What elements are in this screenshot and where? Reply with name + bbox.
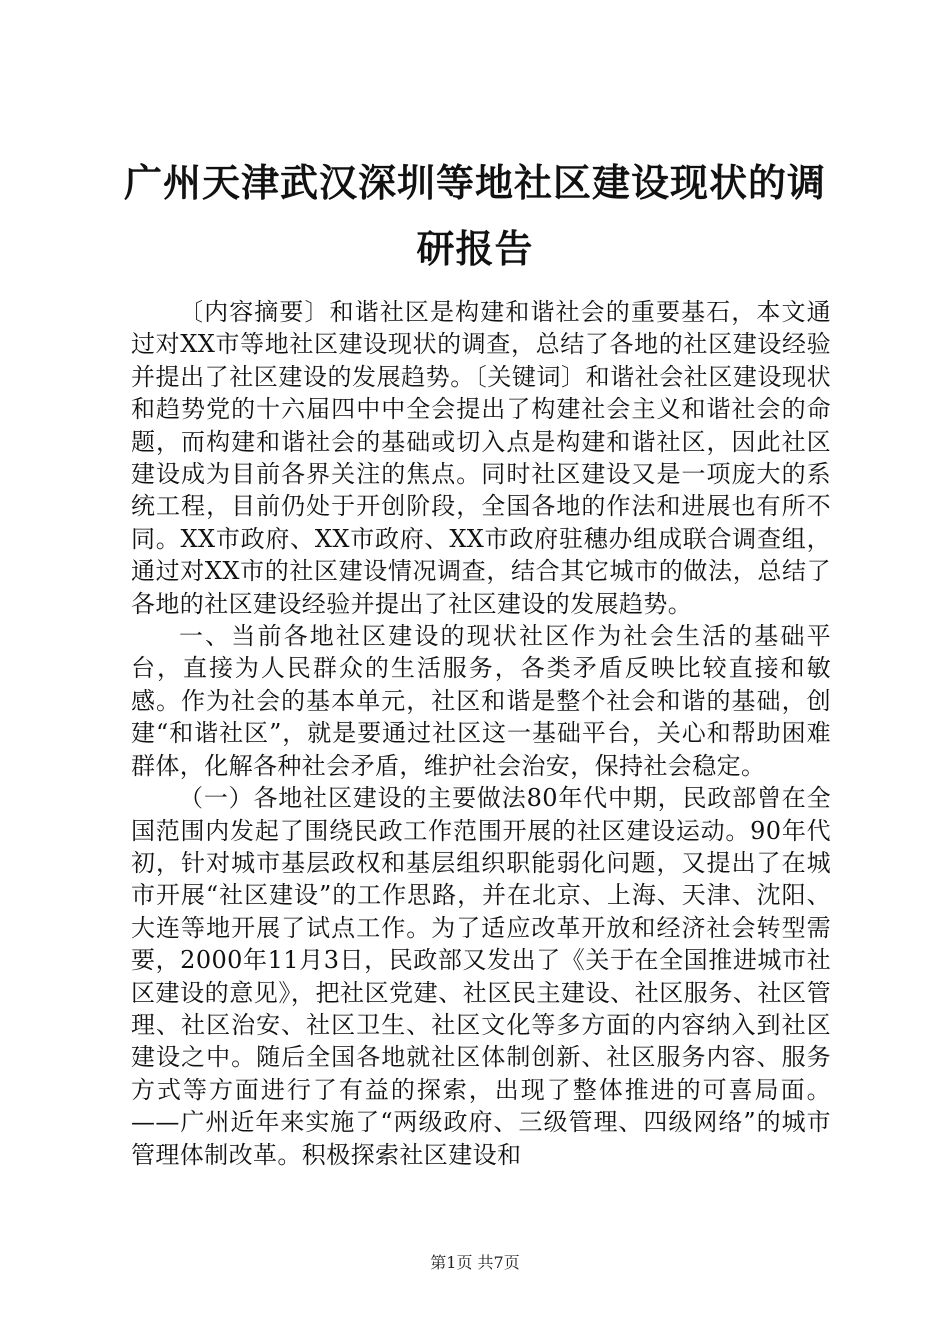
paragraph-subsection-one: （一）各地社区建设的主要做法80年代中期，民政部曾在全国范围内发起了围绕民政工作范围开展的社区建设运动。90年代初，针对城市基层政权和基层组织职能弱化问题，又提出了在城市开展“社区建设”的工作思路，并在北京、上海、天津、沈阳、大连等地开展了试点工作。为了适应改革开放和经济社会转型需要，2000年11月3日，民政部又发出了《关于在全国推进城市社区建设的意见》，把社区党建、社区民主建设、社区服务、社区管理、社区治安、社区卫生、社区文化等多方面的内容纳入到社区建设之中。随后全国各地就社区体制创新、社区服务内容、服务方式等方面进行了有益的探索，出现了整体推进的可喜局面。——广州近年来实施了“两级政府、三级管理、四级网络”的城市管理体制改革。积极探索社区建设和: [131, 784, 831, 1169]
paragraph-section-one: 一、当前各地社区建设的现状社区作为社会生活的基础平台，直接为人民群众的生活服务，各类矛盾反映比较直接和敏感。作为社会的基本单元，社区和谐是整个社会和谐的基础，创建“和谐社区”，就是要通过社区这一基础平台，关心和帮助困难群体，化解各种社会矛盾，维护社会治安，保持社会稳定。: [131, 622, 831, 780]
document-body: [131, 296, 831, 1171]
paragraph-abstract: 〔内容摘要〕和谐社区是构建和谐社会的重要基石，本文通过对XX市等地社区建设现状的调查，总结了各地的社区建设经验并提出了社区建设的发展趋势。〔关键词〕和谐社会社区建设现状和趋势党的十六届四中中全会提出了构建社会主义和谐社会的命题，而构建和谐社会的基础或切入点是构建和谐社区，因此社区建设成为目前各界关注的焦点。同时社区建设又是一项庞大的系统工程，目前仍处于开创阶段，全国各地的作法和进展也有所不同。XX市政府、XX市政府、XX市政府驻穗办组成联合调查组，通过对XX市的社区建设情况调查，结合其它城市的做法，总结了各地的社区建设经验并提出了社区建设的发展趋势。: [131, 298, 831, 618]
page-number-footer: 第1页 共7页: [430, 1253, 520, 1272]
document-title: 广州天津武汉深圳等地社区建设现状的调研报告: [123, 160, 826, 271]
